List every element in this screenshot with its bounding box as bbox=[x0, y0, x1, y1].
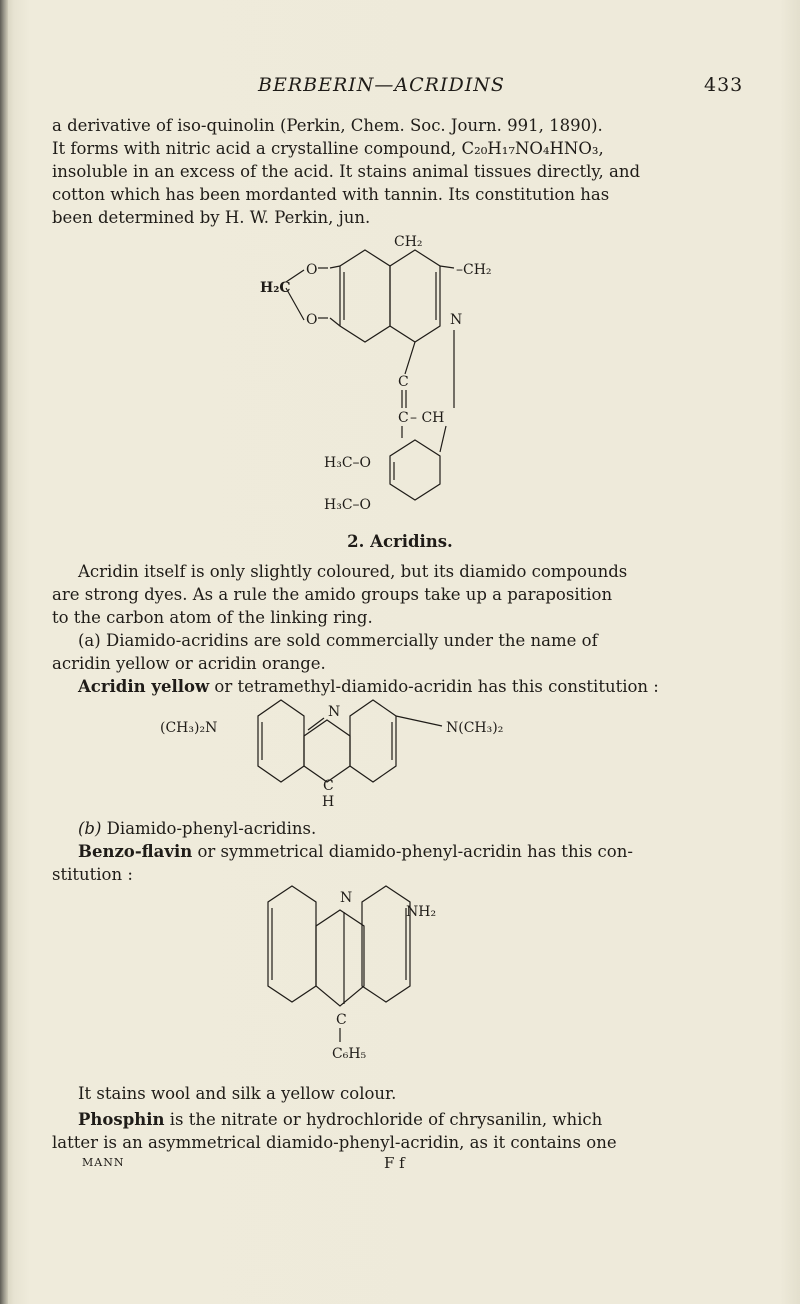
intro-line-4: cotton which has been mordanted with tannin. Its constitution has bbox=[52, 185, 610, 204]
formula-hydrogen: H bbox=[322, 794, 335, 810]
formula-nh2: NH₂ bbox=[406, 904, 437, 920]
bond bbox=[440, 426, 446, 452]
footer-signature-mark: F f bbox=[384, 1154, 405, 1172]
intro-line-5: been determined by H. W. Perkin, jun. bbox=[52, 208, 371, 227]
bond bbox=[286, 270, 304, 282]
formula-methoxy-1: H₃C–O bbox=[324, 455, 372, 471]
closing-line-3: latter is an asymmetrical diamido-phenyl-acridin, as it contains one bbox=[52, 1133, 617, 1152]
ring-right bbox=[350, 700, 396, 782]
acridin-yellow-term: Acridin yellow bbox=[78, 677, 210, 696]
item-a-text: Diamido-acridins are sold commercially under the name of bbox=[100, 631, 598, 650]
phosphin-term: Phosphin bbox=[78, 1110, 165, 1129]
benzoflavin-term: Benzo-flavin bbox=[78, 842, 193, 861]
ring-left bbox=[268, 886, 316, 1002]
benzoflavin-line-1 bbox=[52, 840, 752, 863]
footer-signature: MANN bbox=[82, 1156, 125, 1169]
formula-oxygen-1: O bbox=[306, 262, 318, 278]
acridin-yellow-line bbox=[52, 675, 752, 698]
formula-nitrogen: N bbox=[340, 890, 353, 906]
intro-line-1: a derivative of iso-quinolin (Perkin, Chem. Soc. Journ. 991, 1890). bbox=[52, 116, 603, 135]
closing-text: is the nitrate or hydrochloride of chrysanilin, which bbox=[164, 1110, 603, 1129]
ring-left bbox=[258, 700, 304, 782]
formula-dimethylamino-right: N(CH₃)₂ bbox=[446, 720, 504, 736]
page-number: 433 bbox=[704, 74, 744, 96]
benzoflavin-text: or symmetrical diamido-phenyl-acridin has this con- bbox=[192, 842, 633, 861]
formula-carbon: C bbox=[336, 1012, 347, 1028]
item-a-line-1 bbox=[52, 629, 752, 652]
ring-center bbox=[304, 720, 350, 782]
book-spine-edge bbox=[0, 0, 8, 1304]
formula-ch2-top: CH₂ bbox=[394, 234, 423, 250]
formula-dimethylamino-left: (CH₃)₂N bbox=[160, 720, 218, 736]
formula-methoxy-2: H₃C–O bbox=[324, 497, 372, 513]
bond bbox=[330, 318, 340, 326]
ring-right bbox=[362, 886, 410, 1002]
formula-nitrogen: N bbox=[328, 704, 341, 720]
benzene-ring-left bbox=[340, 250, 390, 342]
running-title: BERBERIN—ACRIDINS bbox=[258, 74, 505, 96]
formula-phenyl: C₆H₅ bbox=[332, 1046, 367, 1062]
formula-ch: – CH bbox=[410, 410, 445, 426]
item-a-line-2: acridin yellow or acridin orange. bbox=[52, 654, 326, 673]
benzoflavin-line-2: stitution : bbox=[52, 865, 133, 884]
intro-line-3: insoluble in an excess of the acid. It stains animal tissues directly, and bbox=[52, 162, 641, 181]
acridin-yellow-structural-formula bbox=[160, 700, 560, 810]
berberin-structural-formula bbox=[240, 226, 540, 516]
closing-line-2 bbox=[52, 1108, 752, 1131]
formula-nitrogen: N bbox=[450, 312, 463, 328]
formula-carbon: C bbox=[323, 778, 334, 794]
formula-carbon-lower: C bbox=[398, 410, 409, 426]
closing-line-1: It stains wool and silk a yellow colour. bbox=[78, 1084, 397, 1103]
formula-carbon-mid: C bbox=[398, 374, 409, 390]
bond bbox=[396, 716, 442, 726]
item-b-marker: (b) bbox=[78, 819, 102, 838]
item-b-line bbox=[52, 817, 752, 840]
bond bbox=[330, 266, 340, 268]
acridin-line-1: Acridin itself is only slightly coloured, but its diamido compounds bbox=[78, 562, 628, 581]
formula-h2c: H₂C bbox=[260, 280, 291, 296]
acridin-yellow-text: or tetramethyl-diamido-acridin has this constitution : bbox=[209, 677, 659, 696]
section-title: Acridins. bbox=[370, 532, 453, 551]
intro-line-2: It forms with nitric acid a crystalline compound, C₂₀H₁₇NO₄HNO₃, bbox=[52, 139, 604, 158]
section-heading bbox=[0, 532, 800, 551]
pyridine-ring-right bbox=[390, 250, 440, 342]
item-b-text: Diamido-phenyl-acridins. bbox=[101, 819, 317, 838]
formula-oxygen-2: O bbox=[306, 312, 318, 328]
bond bbox=[440, 266, 454, 268]
benzoflavin-structural-formula bbox=[248, 886, 508, 1076]
benzene-ring-lower bbox=[390, 440, 440, 500]
bond bbox=[286, 288, 304, 320]
acridin-line-3: to the carbon atom of the linking ring. bbox=[52, 608, 373, 627]
ring-center bbox=[316, 910, 364, 1006]
bond bbox=[405, 342, 415, 374]
item-a-marker: (a) bbox=[78, 631, 101, 650]
acridin-line-2: are strong dyes. As a rule the amido groups take up a paraposition bbox=[52, 585, 613, 604]
formula-ch2-right: –CH₂ bbox=[456, 262, 492, 278]
section-number: 2. bbox=[347, 532, 365, 551]
